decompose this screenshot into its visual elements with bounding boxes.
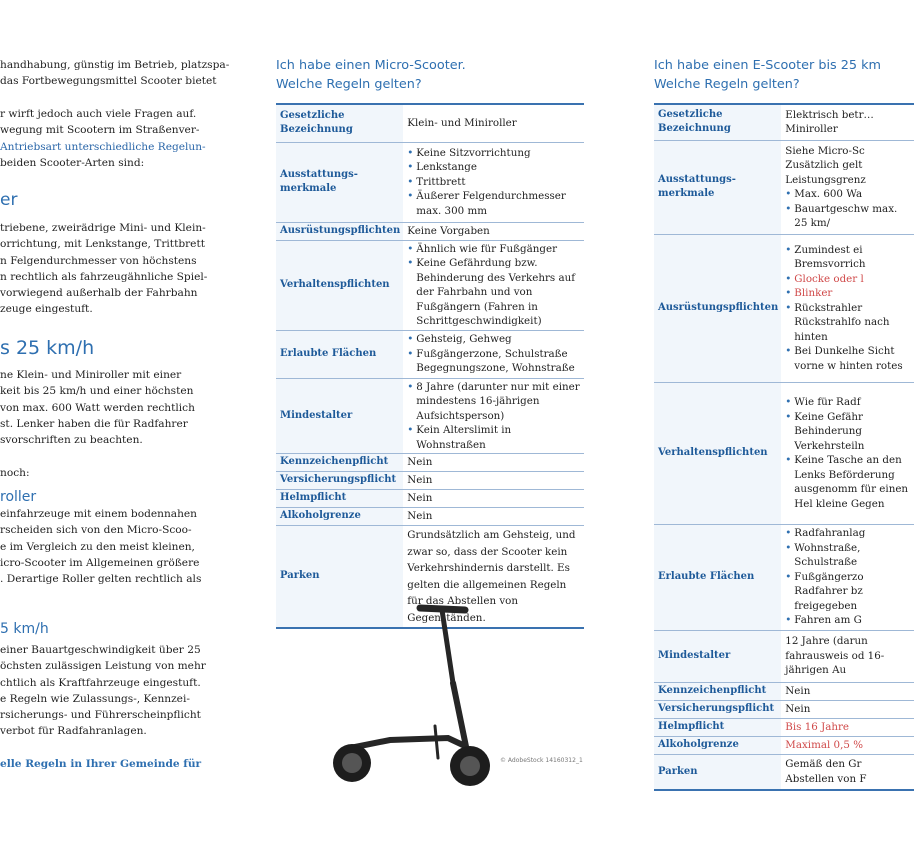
row-value: Nein <box>403 490 584 508</box>
list-item: • Keine Tasche an den Lenks Beförderung ausgenomm für einen Hel kleine Gegen <box>785 453 911 511</box>
list-item: • Wohnstraße, Schulstraße <box>785 541 911 570</box>
escooter-rules-table <box>654 103 914 791</box>
heading-roller: roller <box>0 489 37 505</box>
scooter-illustration <box>330 598 505 793</box>
row-key: Ausstattungs-merkmale <box>276 142 403 222</box>
row-key: Verhaltenspflichten <box>276 240 403 330</box>
row-value: Maximal 0,5 % <box>781 736 914 754</box>
micro-rules-table <box>276 103 584 629</box>
micro-title-1: Ich habe einen Micro-Scooter. <box>276 58 466 73</box>
list-item: • Keine Gefähr Behinderung Verkehrsteiln <box>785 410 911 454</box>
row-value: Nein <box>403 454 584 472</box>
table-row <box>654 700 914 718</box>
scooter-deck <box>350 738 465 748</box>
row-key: Gesetzliche Bezeichnung <box>276 104 403 142</box>
paragraph-micro: triebene, zweirädrige Mini- und Klein- orrichtung, mit Lenkstange, Trittbrett n Felgendurchmesser von höchstens n rechtlich als fahrzeugähnliche Spiel- vorwiegend außerhalb der Fahrbahn zeuge eingestuft. <box>0 222 208 316</box>
paragraph-also: noch: <box>0 467 30 479</box>
table-row <box>276 330 584 378</box>
list-item: • Trittbrett <box>407 175 581 190</box>
list-item: • Radfahranlag <box>785 526 911 541</box>
row-key: Versicherungspflicht <box>654 700 781 718</box>
list-item: • Rückstrahler Rückstrahlfo nach hinten <box>785 301 911 345</box>
table-row <box>276 378 584 454</box>
list-item: • 8 Jahre (darunter nur mit einer mindestens 16-jährigen Aufsichtsperson) <box>407 380 581 424</box>
list-item: • Gehsteig, Gehweg <box>407 332 581 347</box>
row-key: Kennzeichenpflicht <box>654 682 781 700</box>
row-key: Mindestalter <box>276 378 403 454</box>
table-row <box>654 104 914 140</box>
table-row <box>654 382 914 524</box>
paragraph-local-rules: elle Regeln in Ihrer Gemeinde für <box>0 758 202 770</box>
paragraph-kfz: einer Bauartgeschwindigkeit über 25 öchsten zulässigen Leistung von mehr chtlich als Kraftfahrzeuge eingestuft. e Regeln wie Zulassungs-, Kennzei- rsicherungs- und Führerscheinpflicht verbot für Radfahranlagen. <box>0 644 206 738</box>
scooter-stem <box>442 610 453 683</box>
list-item: • Äußerer Felgendurchmesser max. 300 mm <box>407 189 581 218</box>
row-key: Ausrüstungspflichten <box>654 234 781 382</box>
row-value <box>403 240 584 330</box>
list-item: • Bei Dunkelhe Sicht vorne w hinten rotes <box>785 344 911 373</box>
list-item: • Keine Sitzvorrichtung <box>407 146 581 161</box>
left-column <box>0 0 230 852</box>
row-value <box>403 142 584 222</box>
escooter-section <box>654 0 909 852</box>
row-value <box>781 382 914 524</box>
row-value: Nein <box>781 682 914 700</box>
row-key: Parken <box>654 754 781 790</box>
table-row <box>654 736 914 754</box>
row-key: Gesetzliche Bezeichnung <box>654 104 781 140</box>
row-key: Alkoholgrenze <box>654 736 781 754</box>
list-item: • Glocke oder l <box>785 272 911 287</box>
row-key: Helmpflicht <box>654 718 781 736</box>
row-value: Gemäß den Gr Abstellen von F <box>781 754 914 790</box>
row-value <box>403 378 584 454</box>
row-value: Keine Vorgaben <box>403 222 584 240</box>
list-item: • Blinker <box>785 286 911 301</box>
heading-escooter: s 25 km/h <box>0 337 95 359</box>
paragraph-intro: handhabung, günstig im Betrieb, platzspa- das Fortbewegungsmittel Scooter bietet <box>0 59 230 88</box>
list-item: • Zumindest ei Bremsvorrich <box>785 243 911 272</box>
row-key: Versicherungspflicht <box>276 472 403 490</box>
row-value: Bis 16 Jahre <box>781 718 914 736</box>
escooter-title-2: Welche Regeln gelten? <box>654 77 800 92</box>
paragraph-questions: r wirft jedoch auch viele Fragen auf. wegung mit Scootern im Straßenver- Antriebsart unterschiedliche Regelun- beiden Scooter-Arten sind: <box>0 108 206 169</box>
table-row <box>276 454 584 472</box>
table-row <box>654 630 914 682</box>
row-key: Kennzeichenpflicht <box>276 454 403 472</box>
list-item: • Max. 600 Wa <box>785 187 911 202</box>
table-row <box>654 718 914 736</box>
list-item: • Keine Gefährdung bzw. Behinderung des Verkehrs auf der Fahrbahn und von Fußgängern (Fahren in Schrittgeschwindigkeit) <box>407 256 581 329</box>
list-item: • Fußgängerzone, Schulstraße Begegnungszone, Wohnstraße <box>407 347 581 376</box>
list-item: • Bauartgeschw max. 25 km/ <box>785 202 911 231</box>
table-row <box>654 682 914 700</box>
row-value: Nein <box>403 472 584 490</box>
paragraph-roller: einfahrzeuge mit einem bodennahen rscheiden sich von den Micro-Scoo- e im Vergleich zu den meist kleinen, icro-Scooter im Allgemeinen größere . Derartige Roller gelten rechtlich als <box>0 508 202 586</box>
table-row <box>654 524 914 630</box>
list-item: • Wie für Radf <box>785 395 911 410</box>
row-key: Ausrüstungspflichten <box>276 222 403 240</box>
heading-kfz: 5 km/h <box>0 621 49 637</box>
scooter-front-wheel <box>450 746 490 786</box>
row-key: Alkoholgrenze <box>276 508 403 526</box>
heading-micro: er <box>0 190 18 210</box>
row-key: Verhaltenspflichten <box>654 382 781 524</box>
table-row <box>654 140 914 234</box>
table-row <box>276 240 584 330</box>
paragraph-escooter: ne Klein- und Miniroller mit einer keit bis 25 km/h und einer höchsten von max. 600 Watt werden rechtlich st. Lenker haben die für Radfahrer svorschriften zu beachten. <box>0 369 195 447</box>
list-item: • Kein Alterslimit in Wohnstraßen <box>407 423 581 452</box>
list-item: • Lenkstange <box>407 160 581 175</box>
row-key: Mindestalter <box>654 630 781 682</box>
micro-title-2: Welche Regeln gelten? <box>276 77 422 92</box>
row-value: Grundsätzlich am Gehsteig, und zwar so, dass der Scooter kein Verkehrshindernis darstellt. Es gelten die allgemeinen Regeln für das Abstellen von Gegenständen. <box>403 526 584 629</box>
row-key: Erlaubte Flächen <box>654 524 781 630</box>
table-row <box>276 472 584 490</box>
table-row <box>654 754 914 790</box>
row-key: Ausstattungs-merkmale <box>654 140 781 234</box>
table-row <box>276 490 584 508</box>
row-value: Klein- und Miniroller <box>403 104 584 142</box>
row-value <box>781 524 914 630</box>
image-credit: © AdobeStock 14160312_1 <box>500 757 583 764</box>
row-key: Parken <box>276 526 403 629</box>
table-row <box>276 222 584 240</box>
row-value: Siehe Micro-Sc Zusätzlich gelt Leistungsgrenz • Max. 600 Wa • Bauartgeschw max. 25 km/ <box>781 140 914 234</box>
row-value: 12 Jahre (darun fahrausweis od 16-jährigen Au <box>781 630 914 682</box>
row-value: Nein <box>781 700 914 718</box>
list-item: • Fußgängerzo Radfahrer bz freigegeben <box>785 570 911 614</box>
table-row <box>276 104 584 142</box>
row-value: Elektrisch betr… Miniroller <box>781 104 914 140</box>
list-item: • Fahren am G <box>785 613 911 628</box>
row-value <box>781 234 914 382</box>
row-value <box>403 330 584 378</box>
table-row <box>276 508 584 526</box>
table-row <box>276 142 584 222</box>
scooter-rear-wheel <box>333 744 371 782</box>
row-key: Helmpflicht <box>276 490 403 508</box>
row-key: Erlaubte Flächen <box>276 330 403 378</box>
scooter-kickstand <box>435 726 438 758</box>
table-row <box>654 234 914 382</box>
list-item: • Ähnlich wie für Fußgänger <box>407 242 581 257</box>
row-value: Nein <box>403 508 584 526</box>
escooter-title-1: Ich habe einen E-Scooter bis 25 km <box>654 58 881 73</box>
